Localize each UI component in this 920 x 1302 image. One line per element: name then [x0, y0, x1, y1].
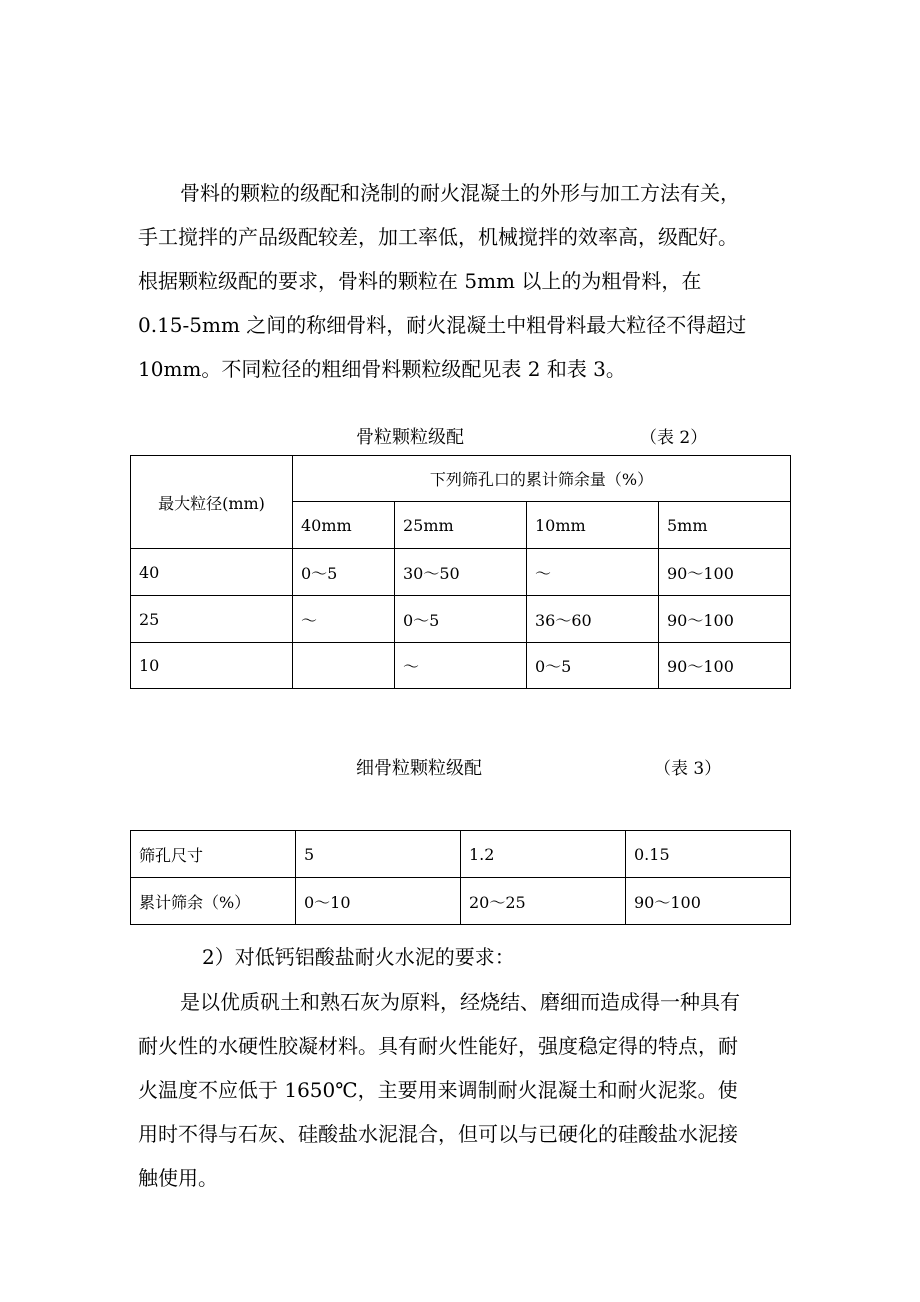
column-header: 25mm — [395, 502, 527, 549]
text-line: 用时不得与石灰、硅酸盐水泥混合，但可以与已硬化的硅酸盐水泥接 — [138, 1122, 738, 1146]
row-label: 筛孔尺寸 — [131, 831, 296, 878]
value-cell: 90～100 — [626, 878, 791, 925]
text-line: 触使用。 — [138, 1166, 218, 1190]
value-cell: 90～100 — [659, 596, 791, 643]
text-line: 是以优质矾土和熟石灰为原料，经烧结、磨细而造成得一种具有 — [180, 990, 740, 1014]
table-row — [131, 596, 791, 643]
value-cell — [293, 643, 395, 689]
value-cell: 0～10 — [296, 878, 461, 925]
table2-header-row — [131, 456, 791, 502]
table2-title: 骨粒颗粒级配 — [356, 427, 464, 448]
table3-number: （表 3） — [654, 759, 722, 779]
value-cell: 0～5 — [527, 643, 659, 689]
text-line: 手工搅拌的产品级配较差，加工率低，机械搅拌的效率高，级配好。 — [138, 225, 738, 249]
table3-title: 细骨粒颗粒级配 — [356, 758, 482, 779]
table2-coarse-aggregate — [130, 455, 791, 689]
text-line: 10mm。不同粒径的粗细骨料颗粒级配见表 2 和表 3。 — [138, 357, 626, 381]
group-header: 下列筛孔口的累计筛余量（%） — [293, 456, 791, 502]
size-cell: 25 — [131, 596, 293, 643]
column-header: 10mm — [527, 502, 659, 549]
text-line: 耐火性的水硬性胶凝材料。具有耐火性能好，强度稳定得的特点，耐 — [138, 1034, 738, 1058]
value-cell: 30～50 — [395, 549, 527, 596]
text-line: 火温度不应低于 1650℃，主要用来调制耐火混凝土和耐火泥浆。使 — [138, 1078, 738, 1102]
table-row — [131, 878, 791, 925]
row-header: 最大粒径(mm) — [131, 456, 293, 549]
column-header: 5mm — [659, 502, 791, 549]
table2-number: （表 2） — [640, 428, 708, 448]
value-cell: 90～100 — [659, 643, 791, 689]
table-row — [131, 831, 791, 878]
value-cell: 1.2 — [461, 831, 626, 878]
value-cell: 0～5 — [293, 549, 395, 596]
paragraph-cement-requirements — [138, 980, 793, 1200]
value-cell: 36～60 — [527, 596, 659, 643]
value-cell: 5 — [296, 831, 461, 878]
column-header: 40mm — [293, 502, 395, 549]
table-row — [131, 549, 791, 596]
section2-heading: 2）对低钙铝酸盐耐火水泥的要求： — [202, 945, 515, 969]
value-cell: 90～100 — [659, 549, 791, 596]
table3-fine-aggregate — [130, 830, 791, 925]
value-cell: ～ — [395, 643, 527, 689]
size-cell: 40 — [131, 549, 293, 596]
value-cell: ～ — [527, 549, 659, 596]
table-row — [131, 643, 791, 689]
text-line: 骨料的颗粒的级配和浇制的耐火混凝土的外形与加工方法有关， — [180, 181, 740, 205]
value-cell: 20～25 — [461, 878, 626, 925]
paragraph-aggregate-grading — [138, 171, 793, 391]
size-cell: 10 — [131, 643, 293, 689]
row-label: 累计筛余（%） — [131, 878, 296, 925]
text-line: 0.15-5mm 之间的称细骨料，耐火混凝土中粗骨料最大粒径不得超过 — [138, 313, 747, 337]
value-cell: ～ — [293, 596, 395, 643]
value-cell: 0.15 — [626, 831, 791, 878]
text-line: 根据颗粒级配的要求，骨料的颗粒在 5mm 以上的为粗骨料，在 — [138, 269, 702, 293]
value-cell: 0～5 — [395, 596, 527, 643]
